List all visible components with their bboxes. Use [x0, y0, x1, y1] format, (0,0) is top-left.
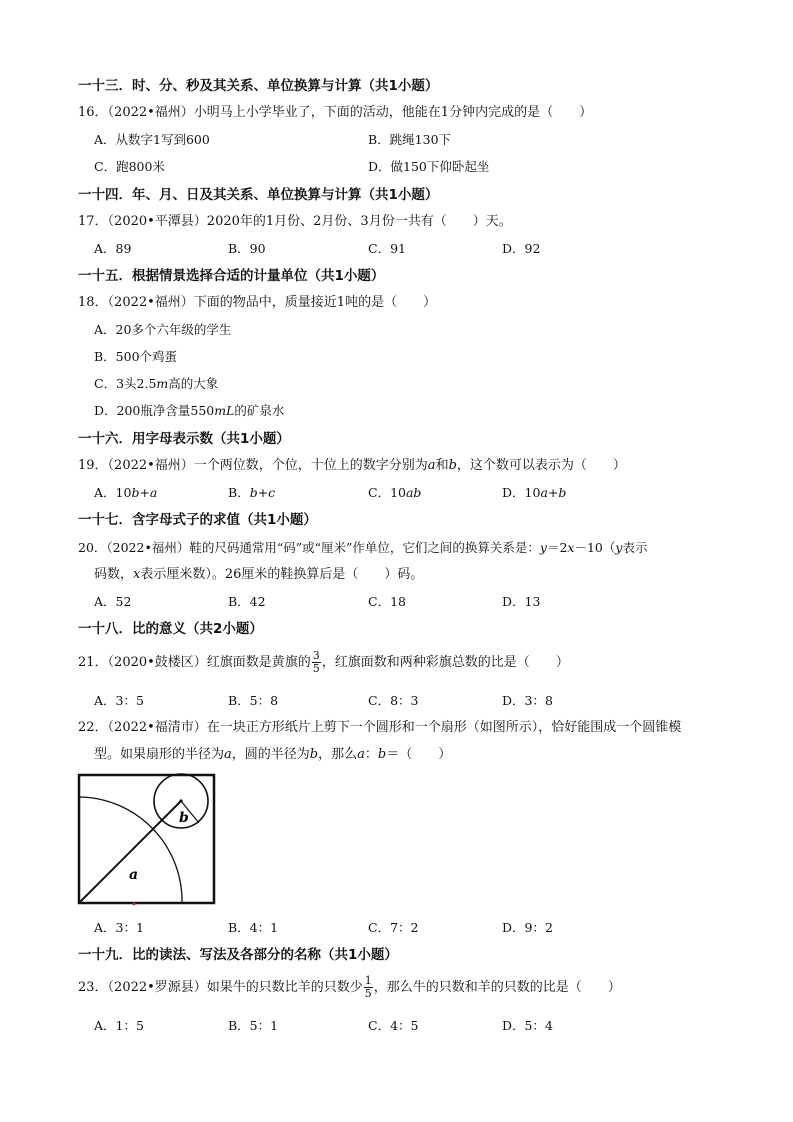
square-sector-circle-figure	[76, 773, 218, 907]
variable-b: b	[448, 458, 457, 473]
q22-option-b: B．4：1	[228, 920, 279, 935]
q19-option-d	[502, 484, 566, 502]
question-19-close: ）	[612, 458, 626, 473]
fraction-one-fifth	[364, 975, 373, 1000]
q18-option-c-text: C．3头2.5	[94, 376, 157, 391]
question-18-stem	[78, 294, 436, 312]
q18-option-d-text: D．200瓶净含量550	[94, 403, 215, 418]
question-22-line-2	[94, 746, 451, 764]
question-23-text: 23．（2022•罗源县）如果牛的只数比羊的只数少	[78, 980, 363, 995]
figure-label-b: b	[179, 810, 189, 826]
conjunction: 和	[435, 458, 449, 473]
q21-option-b: B．5：8	[228, 693, 279, 708]
question-17-text: 17．（2020•平潭县）2020年的1月份、2月份、3月份一共有（	[78, 214, 447, 229]
q19-option-b	[228, 484, 275, 502]
q16-option-b: B．跳绳130下	[368, 132, 452, 147]
section-heading-18: 一十八．比的意义（共2小题）	[78, 621, 263, 637]
q20-option-a: A．52	[94, 594, 132, 609]
q17-option-c: C．91	[368, 241, 406, 256]
question-22-text-mid: ，圆的半径为	[231, 747, 310, 762]
section-heading-14: 一十四．年、月、日及其关系、单位换算与计算（共1小题）	[78, 187, 439, 203]
q19-option-c-label: C．10	[368, 485, 406, 500]
variable-a: a	[427, 458, 436, 473]
question-22-text: 型。如果扇形的半径为	[94, 747, 225, 762]
q19-option-a-expr: b+a	[131, 485, 158, 500]
question-19-stem	[78, 457, 626, 475]
equals-sign: ＝（	[386, 747, 413, 762]
question-22-close: ）	[438, 747, 452, 762]
question-20-text-2: 码数，	[94, 567, 134, 582]
section-heading-15: 一十五．根据情景选择合适的计量单位（共1小题）	[78, 268, 385, 284]
unit-m: m	[156, 376, 169, 391]
question-17-stem	[78, 213, 512, 231]
q20-option-c: C．18	[368, 594, 406, 609]
question-23-close: ）	[607, 980, 621, 995]
question-23-stem	[78, 973, 621, 1003]
q21-option-a: A．3：5	[94, 693, 144, 708]
variable-a: a	[224, 747, 232, 762]
q18-option-a: A．20多个六年级的学生	[94, 322, 232, 337]
q19-option-c-expr: ab	[405, 485, 422, 500]
question-21-text-tail: ，红旗面数和两种彩旗总数的比是（	[321, 655, 530, 670]
variable-a: a	[357, 747, 365, 762]
q19-option-b-label: B．	[228, 485, 250, 500]
section-heading-19: 一十九．比的读法、写法及各部分的名称（共1小题）	[78, 947, 398, 963]
sector-radius-line	[79, 801, 181, 903]
q16-option-d: D．做150下仰卧起坐	[368, 159, 490, 174]
q22-option-c: C．7：2	[368, 920, 419, 935]
q19-option-a	[94, 484, 157, 502]
q23-option-c: C．4：5	[368, 1018, 419, 1033]
q18-option-d	[94, 402, 284, 420]
fraction-denominator: 5	[364, 987, 372, 1000]
question-21-close: ）	[555, 655, 569, 670]
question-18-text: 18．（2022•福州）下面的物品中，质量接近1吨的是（	[78, 295, 398, 310]
question-22-text-mid2: ，那么	[318, 747, 358, 762]
q23-option-a: A．1：5	[94, 1018, 144, 1033]
unit-ml: mL	[214, 403, 235, 418]
q17-option-d: D．92	[502, 241, 541, 256]
question-17-close: ）天。	[472, 214, 512, 229]
q23-option-d: D．5：4	[502, 1018, 553, 1033]
q18-option-d-tail: 的矿泉水	[234, 403, 285, 418]
q19-option-d-label: D．10	[502, 485, 541, 500]
formula-part: ＝2	[546, 540, 568, 555]
question-20-line-1	[78, 539, 647, 557]
question-21-stem	[78, 648, 569, 678]
question-20-text-end: 表示	[622, 540, 648, 555]
question-20-line-2	[94, 566, 423, 584]
q21-option-d: D．3：8	[502, 693, 553, 708]
q17-option-a: A．89	[94, 241, 132, 256]
section-heading-13: 一十三．时、分、秒及其关系、单位换算与计算（共1小题）	[78, 78, 439, 94]
q16-option-a: A．从数字1写到600	[94, 132, 210, 147]
question-19-text: 19．（2022•福州）一个两位数，个位，十位上的数字分别为	[78, 458, 428, 473]
q22-option-a: A．3：1	[94, 920, 144, 935]
variable-x: x	[133, 567, 141, 582]
variable-x: x	[567, 540, 575, 555]
question-19-text-tail: ，这个数可以表示为（	[456, 458, 587, 473]
question-16-close: ）	[579, 105, 593, 120]
colon: ：	[364, 747, 378, 762]
q18-option-b: B．500个鸡蛋	[94, 349, 178, 364]
section-heading-17: 一十七．含字母式子的求值（共1小题）	[78, 512, 317, 528]
fraction-numerator: 3	[312, 649, 320, 662]
question-16-text: 16．（2022•福州）小明马上小学毕业了，下面的活动，他能在1分钟内完成的是（	[78, 105, 554, 120]
q23-option-b: B．5：1	[228, 1018, 279, 1033]
formula-part-tail: －10（	[574, 540, 616, 555]
q17-option-b: B．90	[228, 241, 266, 256]
question-23-text-tail: ，那么牛的只数和羊的只数的比是（	[373, 980, 582, 995]
q20-option-b: B．42	[228, 594, 266, 609]
fraction-numerator: 1	[364, 974, 372, 987]
question-21-text: 21．（2020•鼓楼区）红旗面数是黄旗的	[78, 655, 311, 670]
variable-y: y	[615, 540, 623, 555]
q21-option-c: C．8：3	[368, 693, 419, 708]
q19-option-b-expr: b+c	[249, 485, 276, 500]
question-16-stem	[78, 104, 592, 122]
question-20-text: 20．（2022•福州）鞋的尺码通常用“码”或“厘米”作单位，它们之间的换算关系是：	[78, 540, 540, 555]
q22-option-d: D．9：2	[502, 920, 553, 935]
question-20-text-3: 表示厘米数）。26厘米的鞋换算后是（	[140, 567, 359, 582]
question-22-line-1: 22．（2022•福清市）在一块正方形纸片上剪下一个圆形和一个扇形（如图所示），恰好能围成一个圆锥模	[78, 720, 682, 735]
red-marker	[133, 903, 136, 906]
section-heading-16: 一十六．用字母表示数（共1小题）	[78, 431, 290, 447]
question-20-close: ）码。	[384, 567, 424, 582]
circle-center	[179, 799, 182, 802]
q16-option-c: C．跑800米	[94, 159, 165, 174]
figure-label-a: a	[129, 867, 139, 883]
variable-b: b	[377, 747, 387, 762]
q19-option-d-expr: a+b	[540, 485, 567, 500]
question-18-close: ）	[423, 295, 437, 310]
q19-option-c	[368, 484, 421, 502]
variable-y: y	[539, 540, 547, 555]
fraction-denominator: 5	[312, 662, 320, 675]
q20-option-d: D．13	[502, 594, 541, 609]
q18-option-c-tail: 高的大象	[168, 376, 219, 391]
q18-option-c	[94, 375, 218, 393]
variable-b: b	[309, 747, 319, 762]
q19-option-a-label: A．10	[94, 485, 132, 500]
fraction-three-fifths	[312, 650, 321, 675]
